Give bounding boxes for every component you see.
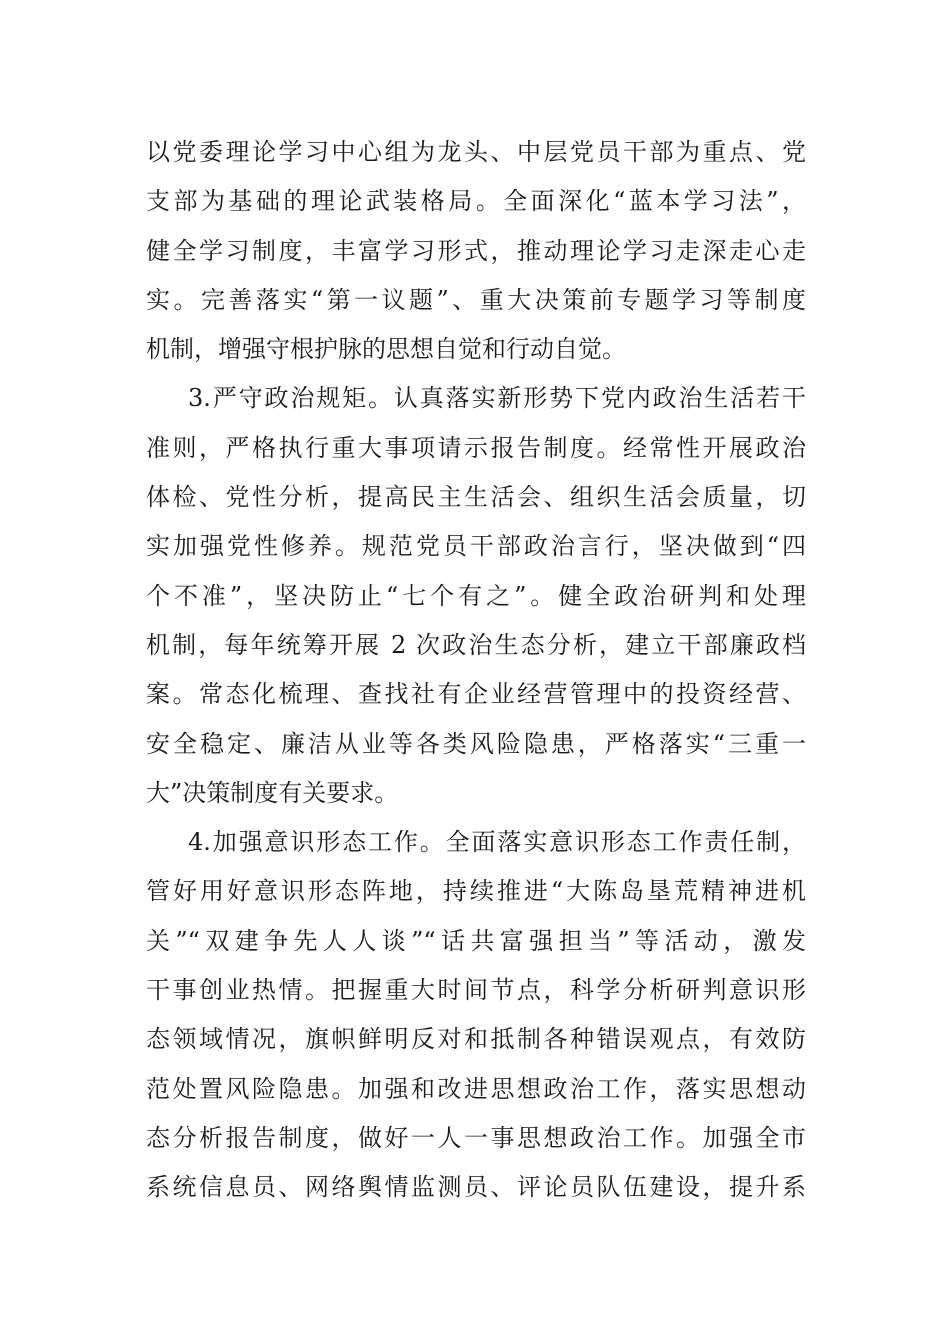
text-line: 个不准”，坚决防止“七个有之”。健全政治研判和处理 <box>146 581 806 610</box>
document-body <box>146 128 806 1213</box>
text-line: 安全稳定、廉洁从业等各类风险隐患，严格落实“三重一 <box>146 729 806 758</box>
text-line: 体检、党性分析，提高民主生活会、组织生活会质量，切 <box>146 483 806 512</box>
text-line: 范处置风险隐患。加强和改进思想政治工作，落实思想动 <box>146 1074 806 1103</box>
text-line: 机制，增强守根护脉的思想自觉和行动自觉。 <box>146 335 626 364</box>
text-line: 机制，每年统筹开展 2 次政治生态分析，建立干部廉政档 <box>146 630 806 659</box>
text-line: 实加强党性修养。规范党员干部政治言行，坚决做到“四 <box>146 532 806 561</box>
text-line: 以党委理论学习中心组为龙头、中层党员干部为重点、党 <box>146 138 806 166</box>
text-line: 支部为基础的理论武装格局。全面深化“蓝本学习法”， <box>146 187 806 216</box>
text-line: 实。完善落实“第一议题”、重大决策前专题学习等制度 <box>146 285 806 314</box>
text-line: 3.严守政治规矩。认真落实新形势下党内政治生活若干 <box>188 384 806 413</box>
text-line: 关”“双建争先人人谈”“话共富强担当”等活动，激发 <box>146 926 806 955</box>
text-line: 态领域情况，旗帜鲜明反对和抵制各种错误观点，有效防 <box>146 1025 806 1054</box>
text-line: 大”决策制度有关要求。 <box>146 778 399 807</box>
text-line: 健全学习制度，丰富学习形式，推动理论学习走深走心走 <box>146 236 806 265</box>
text-line: 干事创业热情。把握重大时间节点，科学分析研判意识形 <box>146 976 806 1005</box>
text-line: 态分析报告制度，做好一人一事思想政治工作。加强全市 <box>146 1123 806 1152</box>
text-line: 4.加强意识形态工作。全面落实意识形态工作责任制， <box>188 828 806 857</box>
text-line: 系统信息员、网络舆情监测员、评论员队伍建设，提升系 <box>146 1173 806 1202</box>
text-line: 管好用好意识形态阵地，持续推进“大陈岛垦荒精神进机 <box>146 877 806 906</box>
text-line: 案。常态化梳理、查找社有企业经营管理中的投资经营、 <box>146 680 806 709</box>
text-line: 准则，严格执行重大事项请示报告制度。经常性开展政治 <box>146 433 806 462</box>
